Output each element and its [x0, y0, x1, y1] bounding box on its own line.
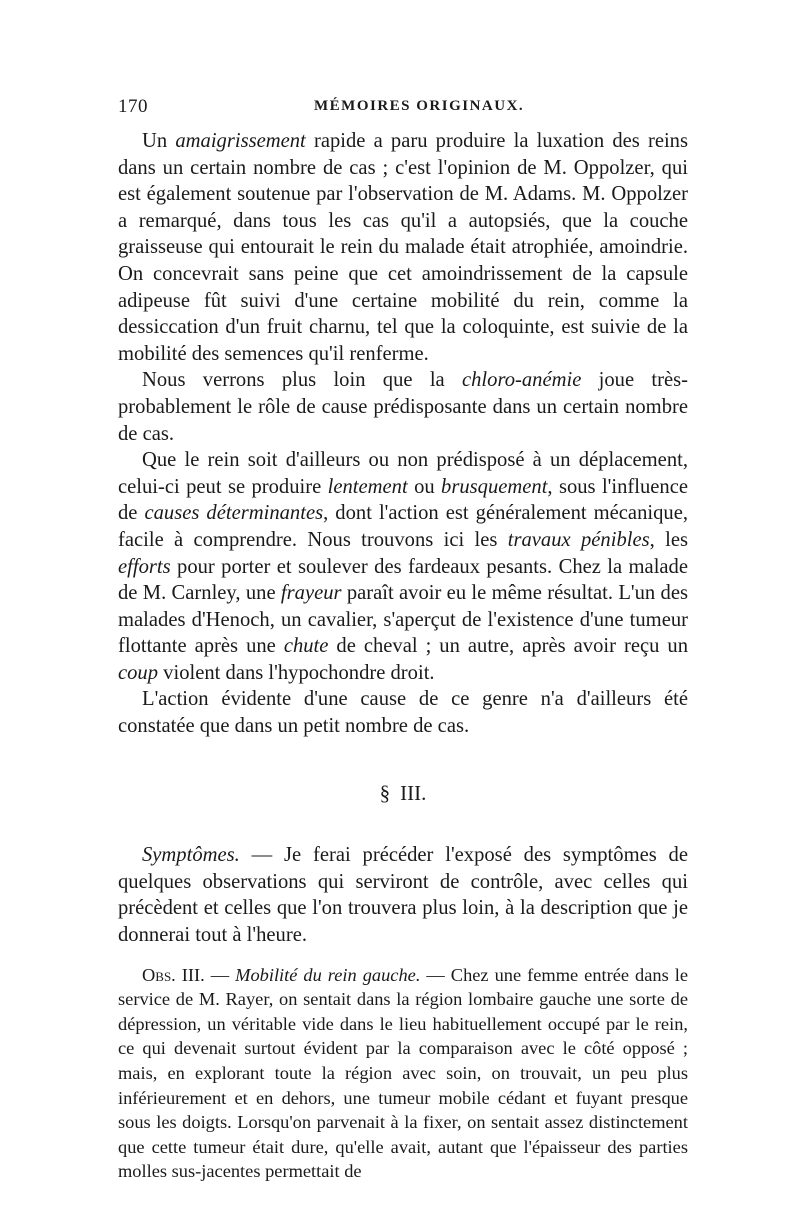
italic-run: causes déterminantes	[144, 502, 324, 525]
text-run: , sous l'influence de	[118, 475, 688, 525]
text-run: —	[204, 964, 236, 985]
italic-run: coup	[118, 661, 159, 684]
text-run: rapide a paru produire la luxation des reins dans un certain nombre de cas ; c'est l'opinion de M. Oppolzer, qui est également soutenue par l'observation de M. Adams. M. Oppolzer a remarqué, dans tous les cas qu'il a autopsiés, que la couche graisseuse qui entourait le rein du malade était atrophiée, amoindrie. On concevrait sans peine que cet amoindrissement de la capsule adipeuse fût suivi d'une certaine mobilité du rein, comme la dessiccation d'un fruit charnu, tel que la coloquinte, est suivie de la mobilité des semences qu'il renferme.	[118, 130, 688, 365]
italic-run: brusquement	[441, 475, 548, 498]
italic-run: efforts	[118, 555, 171, 578]
text-run: , dont l'action est généralement mécanique, facile à comprendre. Nous trouvons ici les	[118, 502, 688, 551]
body-text	[118, 128, 688, 1184]
page-number: 170	[118, 96, 148, 117]
text-run: violent dans l'hypochondre droit.	[158, 661, 435, 684]
text-run: Que le rein soit d'ailleurs ou non prédisposé à un déplacement, celui-ci peut se produire	[118, 449, 688, 498]
section-heading	[118, 780, 688, 807]
text-run: ou	[407, 475, 442, 498]
text-run: Un	[142, 130, 176, 152]
italic-run: chloro-anémie	[462, 369, 582, 392]
observation-block	[118, 963, 688, 1184]
italic-run: travaux pénibles	[507, 528, 650, 551]
observation-label: Obs. III.	[142, 964, 205, 985]
text-run: — Je ferai précéder l'exposé des symptômes de quelques observations qui serviront de contrôle, avec celles qui précèdent et celles que l'on trouvera plus loin, à la description que je donnerai tout à l'heure.	[118, 844, 688, 947]
paragraph-causes-determinantes	[118, 447, 688, 686]
paragraph-amaigrissement	[118, 128, 688, 367]
italic-run: amaigrissement	[175, 130, 306, 152]
observation-paragraph	[118, 963, 688, 1184]
text-run: de cheval ; un autre, après avoir reçu un	[328, 635, 688, 658]
text-run: — Chez une femme entrée dans le service de M. Rayer, on sentait dans la région lombaire gauche une sorte de dépression, un véritable vide dans le lieu habituellement occupé par le rein, ce qui devenait surtout évident par la comparaison avec le côté opposé ; mais, en explorant toute la région avec soin, on trouvait, un peu plus inférieurement et en dehors, une tumeur mobile cédant et fuyant presque sous les doigts. Lorsqu'on parvenait à la fixer, on sentait assez distinctement que cette tumeur était dure, qu'elle avait, autant que l'épaisseur des parties molles sus-jacentes permettait de	[118, 964, 689, 1182]
paragraph-symptomes	[118, 842, 688, 948]
section-symbol: §	[379, 780, 391, 805]
text-run: joue très-probablement le rôle de cause prédisposante dans un certain nombre de cas.	[118, 369, 688, 445]
observation-title: Mobilité du rein gauche.	[235, 964, 421, 985]
section-numeral: III.	[400, 780, 427, 805]
italic-run: frayeur	[280, 582, 342, 605]
italic-run: lentement	[327, 475, 408, 498]
page-header	[118, 96, 694, 122]
text-run: L'action évidente d'une cause de ce genre n'a d'ailleurs été constatée que dans un petit nombre de cas.	[118, 688, 688, 738]
paragraph-chloro-anemie	[118, 367, 688, 447]
italic-run: chute	[283, 635, 329, 658]
italic-run: Symptômes.	[142, 844, 240, 867]
text-run: pour porter et soulever des fardeaux pesants. Chez la malade de M. Carnley, une	[118, 555, 688, 605]
text-run: paraît avoir eu le même résultat. L'un des malades d'Henoch, un cavalier, s'aperçut de l'existence d'une tumeur flottante après une	[118, 582, 688, 658]
text-run: Nous verrons plus loin que la	[142, 369, 462, 392]
text-run: , les	[649, 528, 688, 551]
running-head: MÉMOIRES ORIGINAUX.	[314, 98, 525, 114]
paragraph-action-evidente	[118, 686, 688, 739]
